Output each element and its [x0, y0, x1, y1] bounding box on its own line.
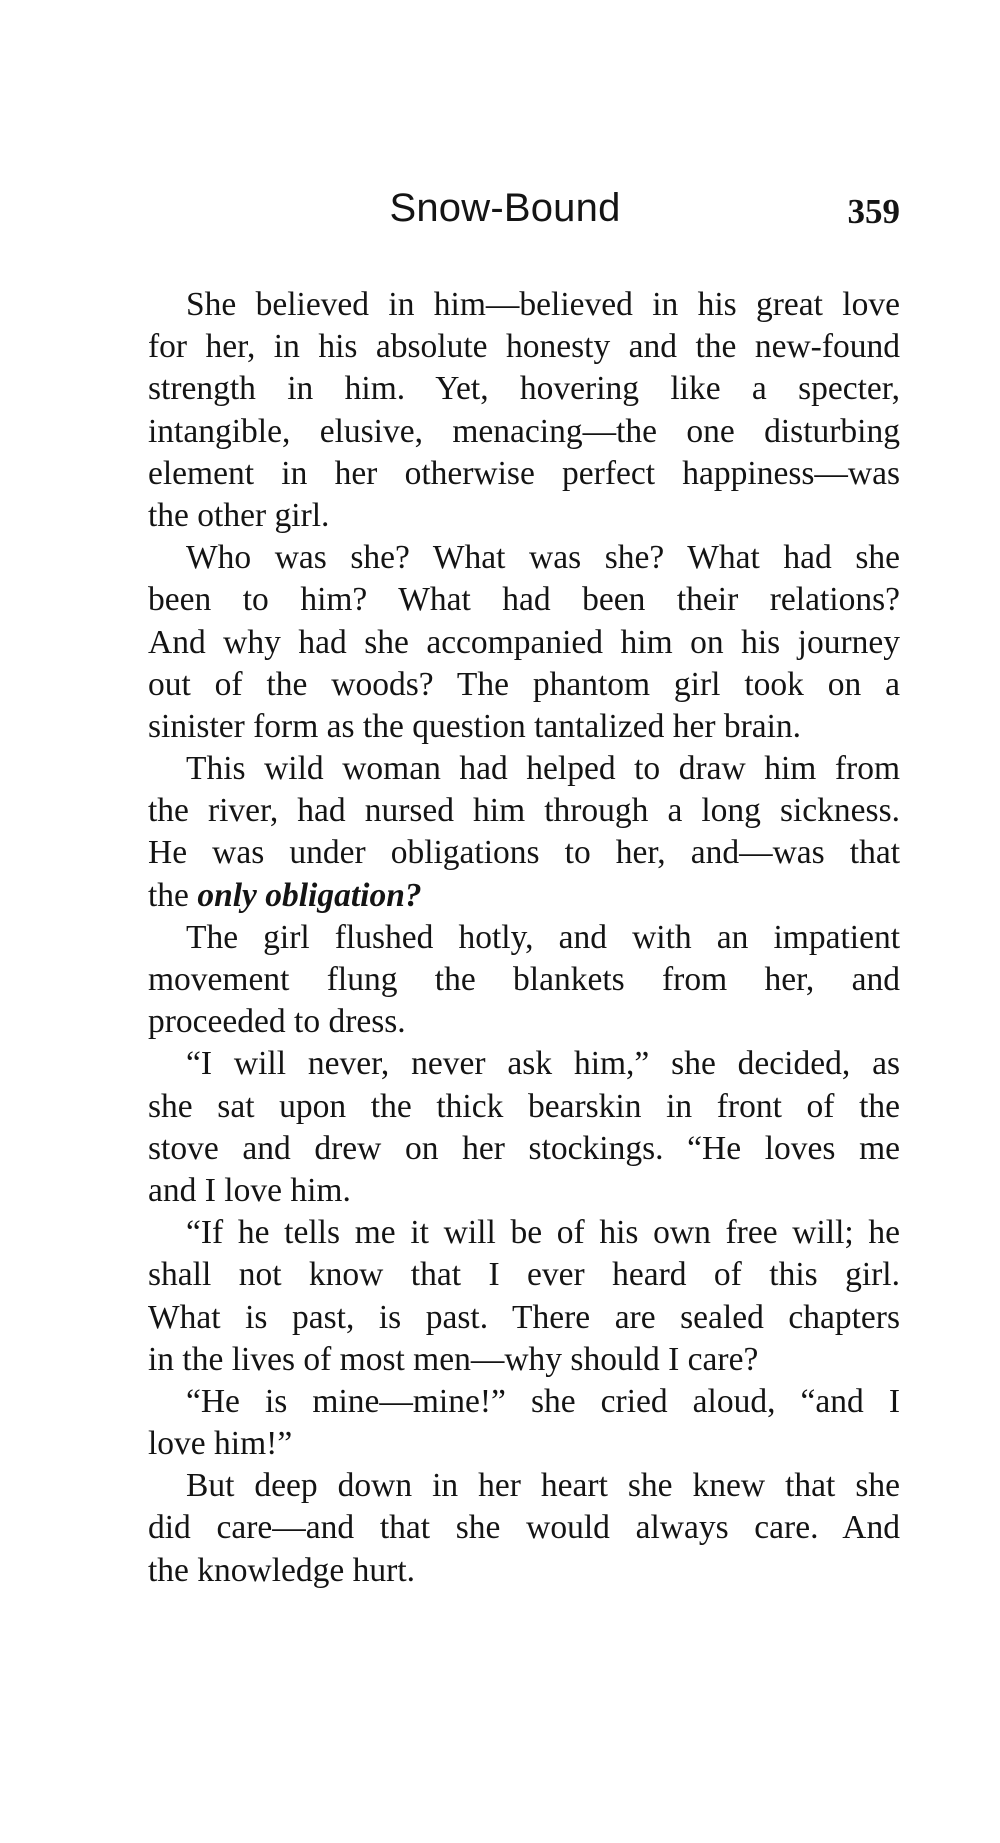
paragraph: [110, 917, 900, 1044]
text-line: “I will never, never ask him,” she decided, as: [186, 1045, 900, 1083]
text-line: “He is mine—mine!” she cried aloud, “and I: [186, 1382, 900, 1420]
text-line: been to him? What had been their relations?: [148, 581, 900, 619]
text-line: shall not know that I ever heard of this girl.: [148, 1256, 900, 1294]
text-line: for her, in his absolute honesty and the new-found: [148, 328, 900, 366]
body-text: [110, 284, 900, 1592]
text-line: intangible, elusive, menacing—the one disturbing: [148, 412, 900, 450]
text-line: “If he tells me it will be of his own free will; he: [186, 1214, 900, 1252]
paragraph: [110, 1212, 900, 1381]
paragraph: [110, 1465, 900, 1592]
text-line: and I love him.: [148, 1171, 351, 1209]
text-line: the knowledge hurt.: [148, 1551, 416, 1589]
text-line: she sat upon the thick bearskin in front of the: [148, 1087, 900, 1125]
text-line: proceeded to dress.: [148, 1003, 406, 1041]
text-line: element in her otherwise perfect happiness—was: [148, 454, 900, 492]
text-line: the river, had nursed him through a long sickness.: [148, 792, 900, 830]
page-number: 359: [847, 192, 900, 231]
text-line: This wild woman had helped to draw him from: [186, 750, 900, 788]
running-head: [110, 186, 900, 246]
paragraph: [110, 1381, 900, 1465]
paragraph: [110, 284, 900, 537]
text-line: strength in him. Yet, hovering like a specter,: [148, 370, 900, 408]
text-line: stove and drew on her stockings. “He loves me: [148, 1129, 900, 1167]
text-line: the other girl.: [148, 496, 330, 534]
text-line: [110, 875, 900, 917]
text-line: And why had she accompanied him on his journey: [148, 623, 900, 661]
text-line: movement flung the blankets from her, and: [148, 961, 900, 998]
text-fragment: the: [148, 876, 198, 914]
paragraph: [110, 537, 900, 748]
text-line: She believed in him—believed in his great love: [186, 286, 900, 323]
text-line: What is past, is past. There are sealed chapters: [148, 1298, 900, 1336]
text-line: Who was she? What was she? What had she: [186, 539, 900, 577]
emphasized-text: only obligation?: [197, 876, 422, 914]
text-line: in the lives of most men—why should I care?: [148, 1340, 759, 1378]
chapter-title: Snow-Bound: [389, 186, 621, 230]
text-line: He was under obligations to her, and—was that: [148, 834, 900, 872]
text-line: sinister form as the question tantalized her brain.: [148, 707, 802, 745]
text-line: did care—and that she would always care. And: [148, 1509, 900, 1547]
paragraph: [110, 1043, 900, 1212]
text-line: out of the woods? The phantom girl took on a: [148, 665, 900, 703]
text-line: love him!”: [148, 1425, 293, 1463]
text-line: The girl flushed hotly, and with an impatient: [186, 918, 900, 956]
paragraph: [110, 748, 900, 917]
text-line: But deep down in her heart she knew that she: [186, 1467, 900, 1505]
